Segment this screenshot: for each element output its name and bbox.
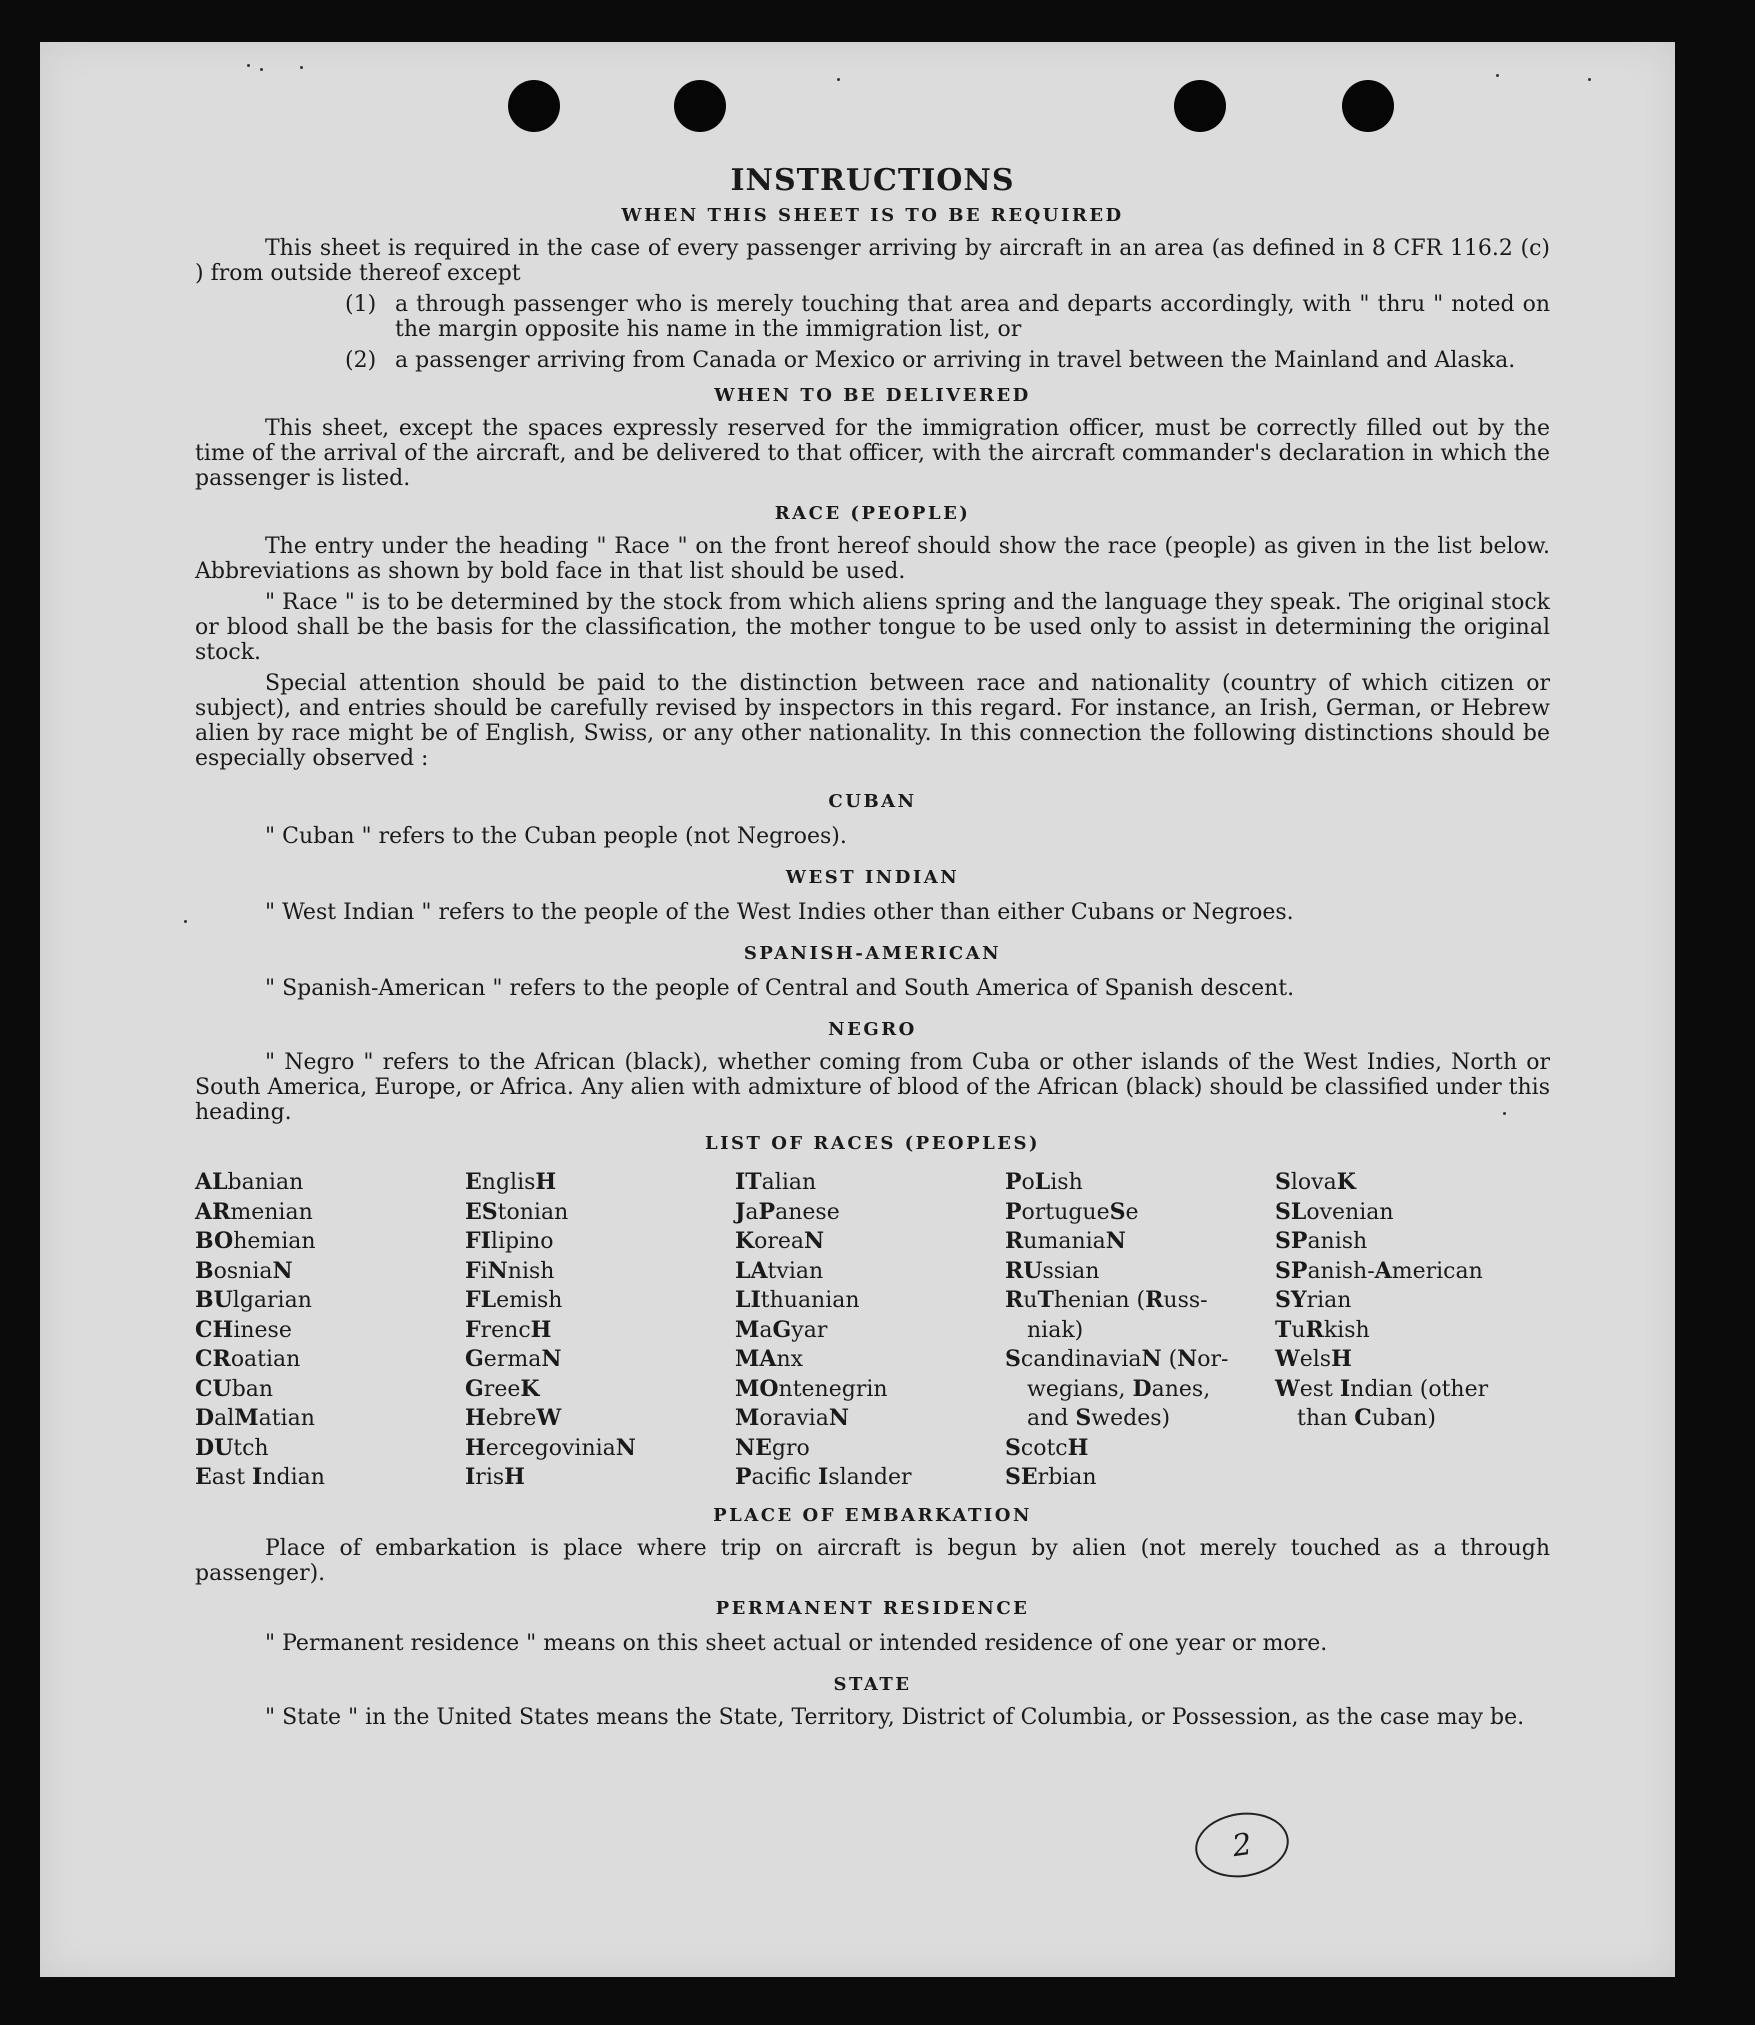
section-heading: PLACE OF EMBARKATION bbox=[713, 1504, 1032, 1526]
race-entry: RUssian bbox=[1005, 1257, 1100, 1284]
races-column bbox=[195, 1168, 465, 1493]
race-entry: EnglisH bbox=[465, 1169, 557, 1195]
race-entry: ARmenian bbox=[195, 1198, 313, 1225]
race-entry: than Cuban) bbox=[1297, 1405, 1436, 1431]
race-entry: RumaniaN bbox=[1005, 1228, 1126, 1254]
race-entry: and Swedes) bbox=[1027, 1405, 1171, 1431]
paragraph: This sheet is required in the case of every passenger arriving by aircraft in an area (as defined in 8 CFR 116.2 (c) ) from outside thereof except bbox=[195, 236, 1550, 286]
punch-hole bbox=[508, 80, 560, 132]
race-entry: EStonian bbox=[465, 1198, 569, 1225]
race-entry: ScotcH bbox=[1005, 1434, 1089, 1461]
race-entry: BOhemian bbox=[195, 1228, 316, 1254]
race-entry: niak) bbox=[1027, 1317, 1084, 1343]
race-entry: MOntenegrin bbox=[735, 1375, 888, 1402]
race-entry: MoraviaN bbox=[735, 1405, 849, 1431]
section-heading: RACE (PEOPLE) bbox=[774, 503, 971, 524]
definition-heading: WEST INDIAN bbox=[785, 867, 960, 888]
punch-hole bbox=[1342, 80, 1394, 132]
item-text: a through passenger who is merely touching that area and departs accordingly, with " thru " noted on the margin opposite his name in the immigration list, or bbox=[395, 292, 1550, 342]
page-title: INSTRUCTIONS bbox=[730, 163, 1015, 198]
definition-text: " Cuban " refers to the Cuban people (not Negroes). bbox=[265, 824, 847, 849]
race-entry: HercegoviniaN bbox=[465, 1434, 636, 1461]
section-heading: WHEN TO BE DELIVERED bbox=[714, 385, 1031, 406]
definition-text: " Spanish-American " refers to the people of Central and South America of Spanish descent. bbox=[265, 976, 1295, 1001]
section-heading: STATE bbox=[833, 1673, 912, 1695]
race-entry: ALbanian bbox=[195, 1169, 304, 1195]
definition-text: " Negro " refers to the African (black), whether coming from Cuba or other islands of the West Indies, North or South America, Europe, or Africa. Any alien with admixture of blood of the African (black) should be classified under this heading. bbox=[195, 1050, 1550, 1125]
paragraph: " Permanent residence " means on this sheet actual or intended residence of one year or more. bbox=[265, 1630, 1328, 1656]
races-list bbox=[195, 1168, 1550, 1493]
section-heading: PERMANENT RESIDENCE bbox=[715, 1597, 1030, 1619]
race-entry: ScandinaviaN (Nor- bbox=[1005, 1346, 1229, 1372]
race-entry: ITalian bbox=[735, 1169, 817, 1195]
race-entry: NEgro bbox=[735, 1434, 810, 1461]
definition-heading: NEGRO bbox=[828, 1019, 917, 1040]
item-text: a passenger arriving from Canada or Mexico or arriving in travel between the Mainland and Alaska. bbox=[395, 348, 1516, 373]
race-entry: BUlgarian bbox=[195, 1287, 312, 1313]
race-entry: CHinese bbox=[195, 1316, 292, 1343]
races-column bbox=[465, 1168, 735, 1493]
races-column bbox=[1005, 1168, 1275, 1493]
race-entry: FiNnish bbox=[465, 1257, 555, 1284]
punch-hole bbox=[1174, 80, 1226, 132]
race-entry: SYrian bbox=[1275, 1287, 1352, 1313]
paragraph: " State " in the United States means the State, Territory, District of Columbia, or Possession, as the case may be. bbox=[265, 1704, 1525, 1730]
race-entry: FIlipino bbox=[465, 1228, 554, 1254]
race-entry: DUtch bbox=[195, 1434, 269, 1461]
race-entry: GermaN bbox=[465, 1346, 562, 1372]
race-entry: LIthuanian bbox=[735, 1287, 860, 1313]
race-entry: SlovaK bbox=[1275, 1169, 1356, 1195]
race-entry: Pacific Islander bbox=[735, 1464, 912, 1490]
paragraph: The entry under the heading " Race " on the front hereof should show the race (people) as given in the list below. Abbreviations as shown by bold face in that list should be used. bbox=[195, 534, 1550, 584]
race-entry: DalMatian bbox=[195, 1405, 315, 1431]
race-entry: FLemish bbox=[465, 1287, 563, 1313]
race-entry: CUban bbox=[195, 1375, 274, 1402]
punch-hole bbox=[674, 80, 726, 132]
paragraph: This sheet, except the spaces expressly reserved for the immigration officer, must be correctly filled out by the time of the arrival of the aircraft, and be delivered to that officer, with the aircraft commander's declaration in which the passenger is listed. bbox=[195, 416, 1550, 491]
races-heading: LIST OF RACES (PEOPLES) bbox=[704, 1133, 1041, 1154]
race-entry: CRoatian bbox=[195, 1346, 301, 1372]
race-entry: RuThenian (Russ- bbox=[1005, 1287, 1208, 1313]
definition-heading: CUBAN bbox=[828, 791, 917, 812]
list-item bbox=[345, 292, 1550, 342]
race-entry: SErbian bbox=[1005, 1464, 1097, 1490]
paragraph: Special attention should be paid to the distinction between race and nationality (country of which citizen or subject), and entries should be carefully revised by inspectors in this regard. For instance, an Irish, German, or Hebrew alien by race might be of English, Swiss, or any other nationality. In this connection the following distinctions should be especially observed : bbox=[195, 671, 1550, 771]
race-entry: PortugueSe bbox=[1005, 1198, 1139, 1225]
paragraph: " Race " is to be determined by the stock from which aliens spring and the language they speak. The original stock or blood shall be the basis for the classification, the mother tongue to be used only to assist in determining the original stock. bbox=[195, 590, 1550, 665]
race-entry: MAnx bbox=[735, 1346, 804, 1372]
race-entry: GreeK bbox=[465, 1375, 540, 1402]
race-entry: LAtvian bbox=[735, 1257, 824, 1284]
section-heading: WHEN THIS SHEET IS TO BE REQUIRED bbox=[621, 205, 1124, 226]
list-item bbox=[345, 348, 1550, 373]
document-sheet bbox=[40, 42, 1675, 1977]
race-entry: IrisH bbox=[465, 1464, 525, 1490]
definition-text: " West Indian " refers to the people of the West Indies other than either Cubans or Negroes. bbox=[265, 900, 1294, 925]
item-number: (1) bbox=[345, 292, 377, 317]
race-entry: PoLish bbox=[1005, 1169, 1083, 1195]
race-entry: SPanish-American bbox=[1275, 1257, 1483, 1284]
race-entry: SPanish bbox=[1275, 1228, 1368, 1254]
stamp-mark-text: 2 bbox=[1230, 1826, 1254, 1864]
race-entry: KoreaN bbox=[735, 1228, 825, 1254]
item-number: (2) bbox=[345, 348, 377, 373]
race-entry: JaPanese bbox=[735, 1198, 840, 1225]
race-entry: FrencH bbox=[465, 1316, 552, 1343]
paragraph: Place of embarkation is place where trip on aircraft is begun by alien (not merely touched as a through passenger). bbox=[195, 1535, 1550, 1586]
definition-heading: SPANISH-AMERICAN bbox=[743, 943, 1002, 964]
race-entry: wegians, Danes, bbox=[1027, 1375, 1211, 1402]
instructions-body bbox=[195, 163, 1550, 1736]
races-column bbox=[735, 1168, 1005, 1493]
race-entry: WelsH bbox=[1275, 1346, 1352, 1372]
race-entry: BosniaN bbox=[195, 1257, 293, 1284]
races-column bbox=[1275, 1168, 1515, 1493]
race-entry: East Indian bbox=[195, 1464, 325, 1490]
race-entry: West Indian (other bbox=[1275, 1375, 1489, 1402]
race-entry: MaGyar bbox=[735, 1316, 828, 1343]
race-entry: TuRkish bbox=[1275, 1316, 1370, 1343]
race-entry: SLovenian bbox=[1275, 1198, 1394, 1225]
race-entry: HebreW bbox=[465, 1405, 562, 1431]
